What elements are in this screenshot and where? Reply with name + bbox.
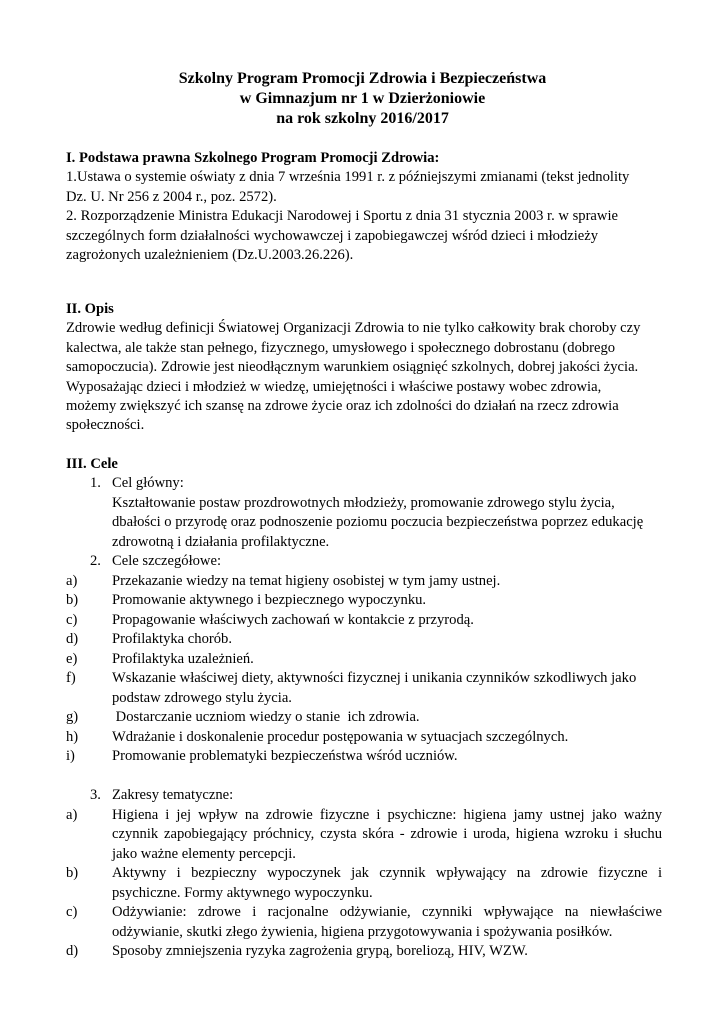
list-text: Aktywny i bezpieczny wypoczynek jak czynnik wpływający na zdrowie fizyczne i: [112, 865, 662, 881]
list-text: Wskazanie właściwej diety, aktywności fizycznej i unikania czynników szkodliwych jako: [112, 670, 637, 686]
list-text: psychiczne. Formy aktywnego wypoczynku.: [112, 885, 373, 901]
list-label: 3.: [90, 787, 101, 803]
section-heading: II. Opis: [66, 301, 114, 317]
list-label: 1.: [90, 475, 101, 491]
section-heading: III. Cele: [66, 456, 118, 472]
list-text: Promowanie problematyki bezpieczeństwa wśród uczniów.: [112, 748, 458, 764]
list-label: c): [66, 904, 78, 920]
title-line-1: Szkolny Program Promocji Zdrowia i Bezpieczeństwa: [178, 70, 547, 87]
list-text: jako ważne elementy percepcji.: [112, 846, 296, 862]
main-goal-line: dbałości o przyrodę oraz podnoszenie poziomu poczucia bezpieczeństwa poprzez edukację: [112, 514, 644, 530]
paragraph-line: Wyposażając dzieci i młodzież w wiedzę, umiejętności i właściwe postawy wobec zdrowia,: [66, 378, 602, 395]
list-title: Cel główny:: [112, 475, 184, 491]
list-label: f): [66, 670, 76, 686]
paragraph-line: Dz. U. Nr 256 z 2004 r., poz. 2572).: [66, 188, 277, 205]
paragraph-line: szczególnych form działalności wychowawczej i zapobiegawczej wśród dzieci i młodzieży: [66, 227, 599, 244]
paragraph-line: zagrożonych uzależnieniem (Dz.U.2003.26.226).: [66, 247, 354, 264]
section-heading: I. Podstawa prawna Szkolnego Program Promocji Zdrowia:: [66, 150, 440, 166]
list-text: Dostarczanie uczniom wiedzy o stanie ich zdrowia.: [112, 709, 420, 725]
list-text: Przekazanie wiedzy na temat higieny osobistej w tym jamy ustnej.: [112, 573, 501, 589]
document-title: [60, 69, 665, 129]
paragraph-line: 1.Ustawa o systemie oświaty z dnia 7 września 1991 r. z późniejszymi zmianami (tekst jednolity: [66, 169, 630, 186]
list-text: odżywianie, skutki złego żywienia, higiena przygotowywania i spożywania posiłków.: [112, 924, 613, 940]
paragraph-line: społeczności.: [66, 417, 145, 434]
list-label: b): [66, 865, 79, 881]
main-goal-line: Kształtowanie postaw prozdrowotnych młodzieży, promowanie zdrowego stylu życia,: [112, 495, 615, 511]
list-text: Odżywianie: zdrowe i racjonalne odżywianie, czynniki wpływające na niewłaściwe: [112, 904, 662, 920]
paragraph-line: kalectwa, ale także stan pełnego, fizycznego, umysłowego i społecznego dobrostanu (dobrego: [66, 339, 616, 356]
list-label: b): [66, 592, 79, 608]
list-label: a): [66, 573, 78, 589]
list-text: podstaw zdrowego stylu życia.: [112, 690, 292, 706]
list-label: g): [66, 709, 79, 725]
paragraph-line: samopoczucia). Zdrowie jest nieodłącznym warunkiem osiągnięć szkolnych, dobrej jakości życia.: [66, 359, 639, 376]
list-title: Cele szczegółowe:: [112, 553, 221, 569]
list-label: c): [66, 612, 78, 628]
list-title: Zakresy tematyczne:: [112, 787, 234, 803]
list-text: Higiena i jej wpływ na zdrowie fizyczne i psychiczne: higiena jamy ustnej jako ważny: [112, 807, 662, 823]
list-text: Promowanie aktywnego i bezpiecznego wypoczynku.: [112, 592, 427, 608]
paragraph-line: 2. Rozporządzenie Ministra Edukacji Narodowej i Sportu z dnia 31 stycznia 2003 r. w sprawie: [66, 208, 618, 225]
section-description: [66, 300, 662, 436]
title-line-3: na rok szkolny 2016/2017: [276, 110, 449, 127]
paragraph-line: możemy zwiększyć ich szansę na zdrowe życie oraz ich zdolności do działań na rzecz zdrowia: [66, 398, 619, 415]
list-text: Propagowanie właściwych zachowań w kontakcie z przyrodą.: [112, 612, 474, 628]
title-line-2: w Gimnazjum nr 1 w Dzierżoniowie: [239, 90, 486, 107]
paragraph-line: Zdrowie według definicji Światowej Organizacji Zdrowia to nie tylko całkowity brak choroby czy: [66, 320, 641, 337]
list-text: Sposoby zmniejszenia ryzyka zagrożenia grypą, boreliozą, HIV, WZW.: [112, 943, 528, 959]
main-goal-line: zdrowotną i działania profilaktyczne.: [112, 534, 330, 550]
list-text: czynnik zapobiegający próchnicy, czysta skóra - zdrowie i uroda, higiena wzroku i słuchu: [112, 826, 662, 842]
list-label: i): [66, 748, 75, 764]
list-label: 2.: [90, 553, 101, 569]
list-text: Profilaktyka uzależnień.: [112, 651, 254, 667]
section-legal-basis: [66, 149, 662, 265]
list-text: Wdrażanie i doskonalenie procedur postępowania w sytuacjach szczególnych.: [112, 729, 569, 745]
list-label: e): [66, 651, 78, 667]
section-goals: [66, 455, 662, 975]
list-label: h): [66, 729, 79, 745]
list-text: Profilaktyka chorób.: [112, 631, 232, 647]
list-label: d): [66, 943, 79, 959]
list-label: a): [66, 807, 78, 823]
list-label: d): [66, 631, 79, 647]
